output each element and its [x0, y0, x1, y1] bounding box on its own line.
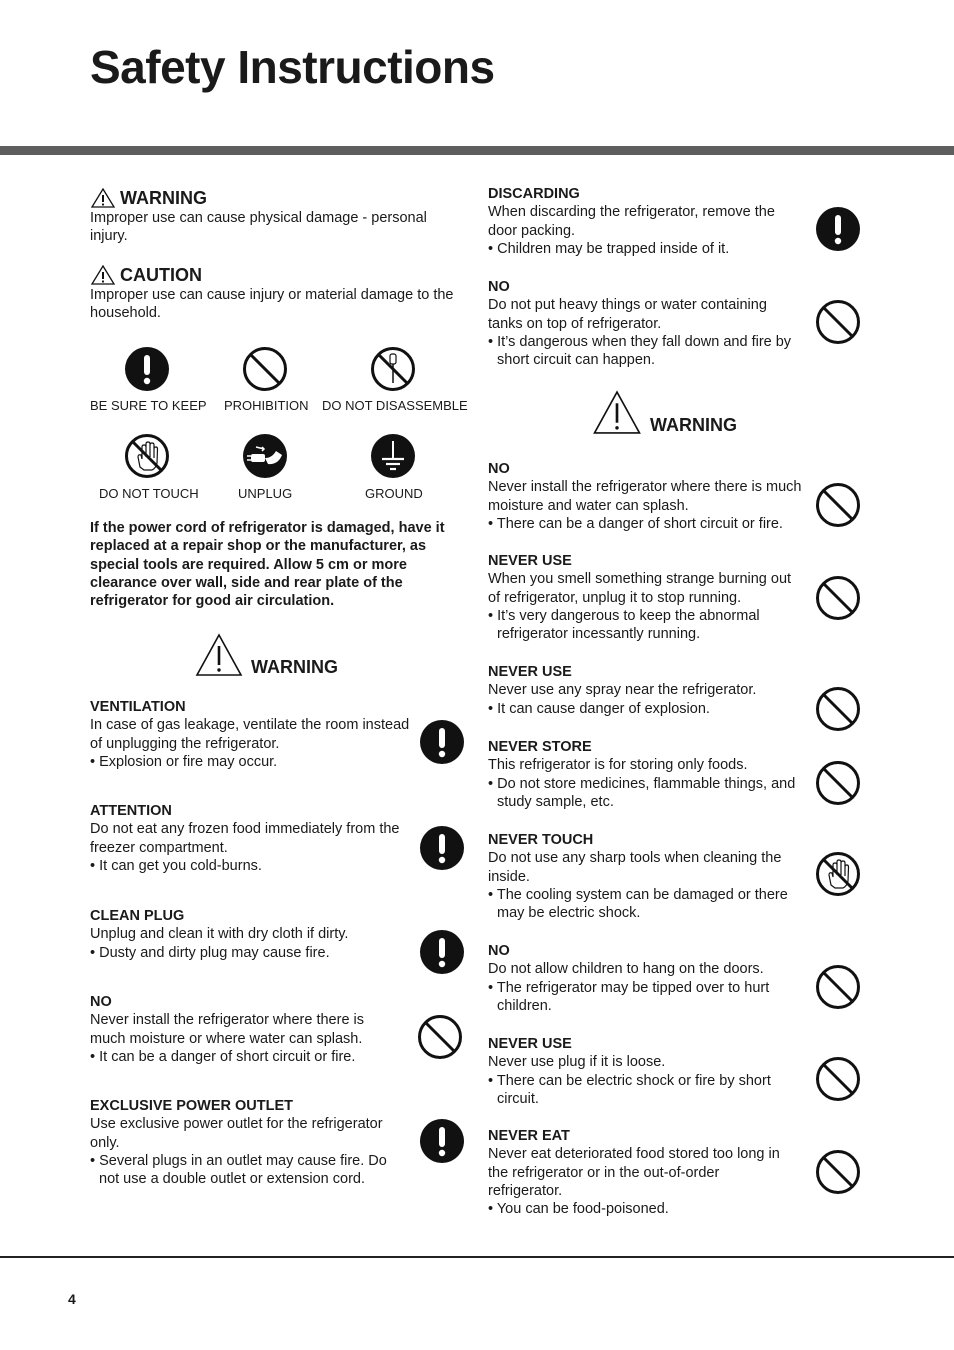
prohibition-icon — [242, 346, 288, 392]
page-number: 4 — [68, 1291, 76, 1307]
prohibition-icon — [815, 964, 861, 1010]
item-text: Do not allow children to hang on the doors. — [488, 961, 764, 978]
item-bullet: • Do not store medicines, flammable things, and study sample, etc. — [488, 775, 796, 810]
item-bullet: • It’s dangerous when they fall down and fire by short circuit can happen. — [488, 333, 792, 369]
prohibition-icon — [815, 299, 861, 345]
item-text: When you smell something strange burning out of refrigerator, unplug it to stop running. — [488, 571, 792, 606]
item-text: Unplug and clean it with dry cloth if dirty. — [90, 926, 349, 943]
prohibition-icon — [815, 1149, 861, 1195]
right-item — [488, 663, 798, 718]
item-bullet: • The cooling system can be damaged or there may be electric shock. — [488, 886, 788, 922]
ground-caption: GROUND — [365, 486, 423, 501]
item-text: Do not eat any frozen food immediately from the freezer compartment. — [90, 821, 400, 856]
prohibition-caption: PROHIBITION — [224, 398, 309, 413]
item-heading: NO — [488, 943, 510, 959]
warning-legend-text: Improper use can cause physical damage - personal injury. — [90, 210, 427, 245]
item-heading: VENTILATION — [90, 699, 186, 715]
item-text: Never eat deteriorated food stored too long in the refrigerator or in the out-of-order refrigerator. — [488, 1146, 780, 1199]
right-warning-label: WARNING — [650, 415, 737, 435]
be-sure-to-keep-icon — [419, 825, 465, 871]
prohibition-icon — [815, 482, 861, 528]
right-item — [488, 552, 798, 643]
do-not-disassemble-caption: DO NOT DISASSEMBLE — [322, 398, 468, 413]
item-heading: DISCARDING — [488, 186, 580, 202]
item-text: Never install the refrigerator where there is much moisture or where water can splash. — [90, 1012, 365, 1047]
prohibition-icon — [417, 1014, 463, 1060]
item-bullet: • There can be a danger of short circuit or fire. — [488, 515, 783, 532]
be-sure-to-keep-caption: BE SURE TO KEEP — [90, 398, 207, 413]
right-item — [488, 460, 804, 533]
caution-triangle-icon — [90, 264, 116, 286]
right-item — [488, 942, 798, 1015]
prohibition-icon — [815, 575, 861, 621]
left-item — [90, 907, 410, 962]
left-item — [90, 993, 395, 1066]
be-sure-to-keep-icon — [815, 206, 861, 252]
right-item — [488, 1035, 798, 1108]
prohibition-icon — [815, 686, 861, 732]
be-sure-to-keep-icon — [124, 346, 170, 392]
right-warning-heading — [592, 390, 737, 435]
item-bullet: • It’s very dangerous to keep the abnormal refrigerator incessantly running. — [488, 607, 760, 643]
left-warning-label: WARNING — [251, 657, 338, 677]
item-bullet: • Children may be trapped inside of it. — [488, 240, 730, 257]
do-not-touch-caption: DO NOT TOUCH — [99, 486, 199, 501]
warning-triangle-icon — [195, 633, 243, 677]
warning-triangle-icon — [90, 187, 116, 209]
caution-legend-text: Improper use can cause injury or material damage to the household. — [90, 287, 454, 322]
item-text: This refrigerator is for storing only foods. — [488, 757, 748, 774]
item-text: In case of gas leakage, ventilate the room instead of unplugging the refrigerator. — [90, 717, 410, 752]
item-bullet: • The refrigerator may be tipped over to hurt children. — [488, 979, 770, 1014]
item-bullet: • Several plugs in an outlet may cause fire. Do not use a double outlet or extension cord. — [90, 1152, 387, 1188]
do-not-disassemble-icon — [370, 346, 416, 392]
do-not-touch-icon — [124, 433, 170, 479]
caution-legend-label: CAUTION — [120, 265, 202, 285]
item-heading: NEVER USE — [488, 553, 572, 569]
item-bullet: • It can cause danger of explosion. — [488, 700, 710, 717]
page-title: Safety Instructions — [90, 41, 495, 93]
item-text: Use exclusive power outlet for the refrigerator only. — [90, 1116, 383, 1151]
item-heading: EXCLUSIVE POWER OUTLET — [90, 1098, 294, 1114]
footer-divider — [0, 1256, 954, 1258]
item-heading: NO — [90, 994, 112, 1010]
item-bullet: • It can be a danger of short circuit or fire. — [90, 1048, 356, 1065]
caution-legend — [90, 264, 460, 323]
unplug-icon — [242, 433, 288, 479]
item-heading: NEVER STORE — [488, 739, 592, 755]
item-heading: CLEAN PLUG — [90, 908, 185, 924]
item-text: Do not put heavy things or water containing tanks on top of refrigerator. — [488, 297, 767, 332]
warning-legend — [90, 187, 460, 246]
prohibition-icon — [815, 760, 861, 806]
left-item — [90, 1097, 408, 1188]
left-item — [90, 698, 410, 771]
prohibition-icon — [815, 1056, 861, 1102]
item-bullet: • Dusty and dirty plug may cause fire. — [90, 944, 330, 961]
left-warning-heading — [195, 633, 338, 677]
ground-icon — [370, 433, 416, 479]
item-text: When discarding the refrigerator, remove the door packing. — [488, 204, 775, 239]
right-item — [488, 278, 798, 369]
right-item — [488, 831, 806, 922]
item-text: Never use plug if it is loose. — [488, 1054, 666, 1071]
header-divider — [0, 146, 954, 155]
item-heading: NO — [488, 279, 510, 295]
warning-legend-label: WARNING — [120, 188, 207, 208]
warning-triangle-icon — [592, 390, 642, 435]
do-not-touch-icon — [815, 851, 861, 897]
item-heading: NEVER USE — [488, 1036, 572, 1052]
right-item — [488, 1127, 793, 1218]
item-bullet: • You can be food-poisoned. — [488, 1201, 669, 1218]
item-heading: NEVER EAT — [488, 1128, 570, 1144]
item-text: Do not use any sharp tools when cleaning the inside. — [488, 850, 782, 885]
unplug-caption: UNPLUG — [238, 486, 293, 501]
be-sure-to-keep-icon — [419, 1118, 465, 1164]
item-heading: NO — [488, 461, 510, 477]
item-bullet: • There can be electric shock or fire by short circuit. — [488, 1072, 771, 1107]
item-heading: NEVER USE — [488, 664, 572, 680]
be-sure-to-keep-icon — [419, 929, 465, 975]
item-heading: NEVER TOUCH — [488, 832, 594, 848]
item-text: Never use any spray near the refrigerator. — [488, 682, 757, 699]
left-item — [90, 802, 410, 875]
item-text: Never install the refrigerator where there is much moisture and water can splash. — [488, 479, 802, 514]
be-sure-to-keep-icon — [419, 719, 465, 765]
item-bullet: • It can get you cold-burns. — [90, 857, 262, 874]
right-item — [488, 185, 798, 258]
right-item — [488, 738, 798, 811]
power-cord-note: If the power cord of refrigerator is damaged, have it replaced at a repair shop or the manufacturer, as special tools are required. Allow 5 cm or more clearance over wall, side and rear plate of the refrigerator for good air circulation. — [90, 520, 445, 610]
item-heading: ATTENTION — [90, 803, 172, 819]
item-bullet: • Explosion or fire may occur. — [90, 753, 278, 770]
